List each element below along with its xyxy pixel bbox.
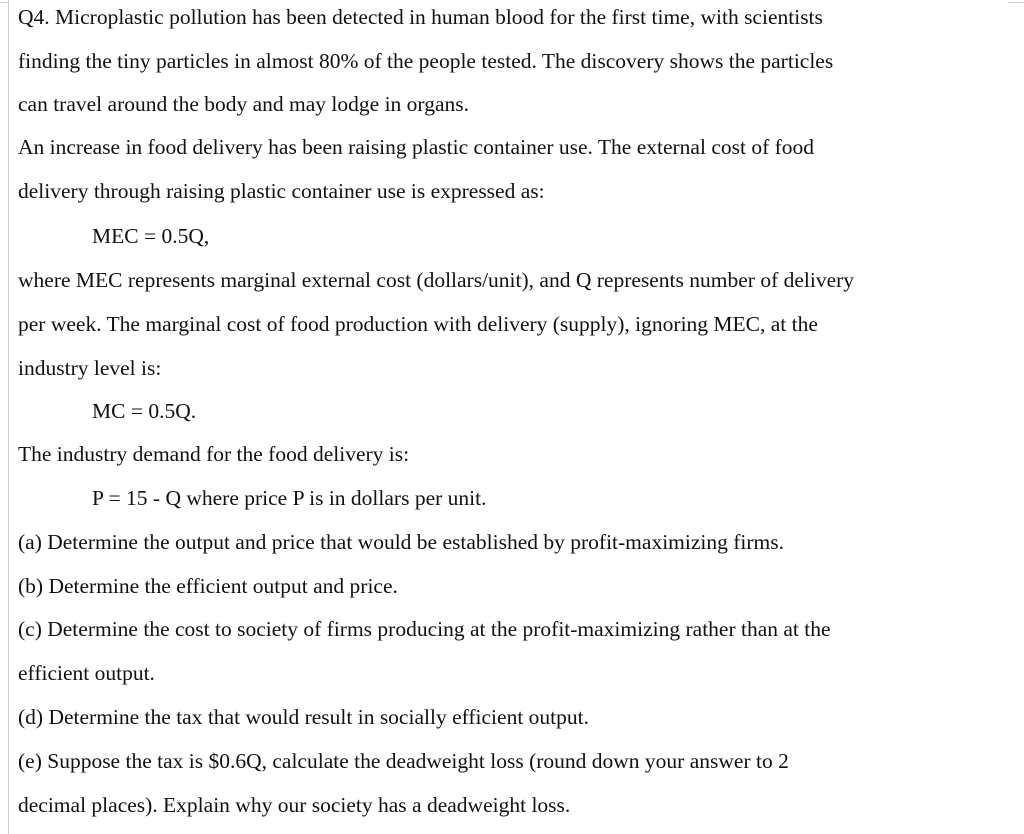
intro-line-1: Q4. Microplastic pollution has been detected in human blood for the first time, with scientists [18, 5, 823, 29]
left-border-line [8, 0, 9, 834]
intro-line-5: delivery through raising plastic container use is expressed as: [18, 179, 545, 203]
mec-explanation-line-2: per week. The marginal cost of food production with delivery (supply), ignoring MEC, at the [18, 312, 818, 336]
part-b: (b) Determine the efficient output and price. [18, 574, 398, 598]
part-e-line-2: decimal places). Explain why our society has a deadweight loss. [18, 793, 571, 817]
part-d: (d) Determine the tax that would result in socially efficient output. [18, 705, 589, 729]
intro-line-4: An increase in food delivery has been raising plastic container use. The external cost of food [18, 135, 815, 159]
intro-line-3: can travel around the body and may lodge in organs. [18, 92, 469, 116]
top-left-border-line [0, 2, 9, 3]
mec-explanation-line-3: industry level is: [18, 356, 162, 380]
part-c-line-1: (c) Determine the cost to society of firms producing at the profit-maximizing rather than at the [18, 617, 831, 641]
part-e-line-1: (e) Suppose the tax is $0.6Q, calculate the deadweight loss (round down your answer to 2 [18, 749, 789, 773]
top-right-border-line [1008, 2, 1024, 3]
demand-equation: P = 15 - Q where price P is in dollars per unit. [92, 486, 487, 510]
mec-explanation-line-1: where MEC represents marginal external cost (dollars/unit), and Q represents number of delivery [18, 268, 855, 292]
demand-intro: The industry demand for the food delivery is: [18, 442, 410, 466]
mc-equation: MC = 0.5Q. [92, 399, 197, 423]
intro-line-2: finding the tiny particles in almost 80% of the people tested. The discovery shows the particles [18, 49, 834, 73]
mec-equation: MEC = 0.5Q, [92, 224, 210, 248]
part-a: (a) Determine the output and price that would be established by profit-maximizing firms. [18, 530, 785, 554]
part-c-line-2: efficient output. [18, 661, 155, 685]
